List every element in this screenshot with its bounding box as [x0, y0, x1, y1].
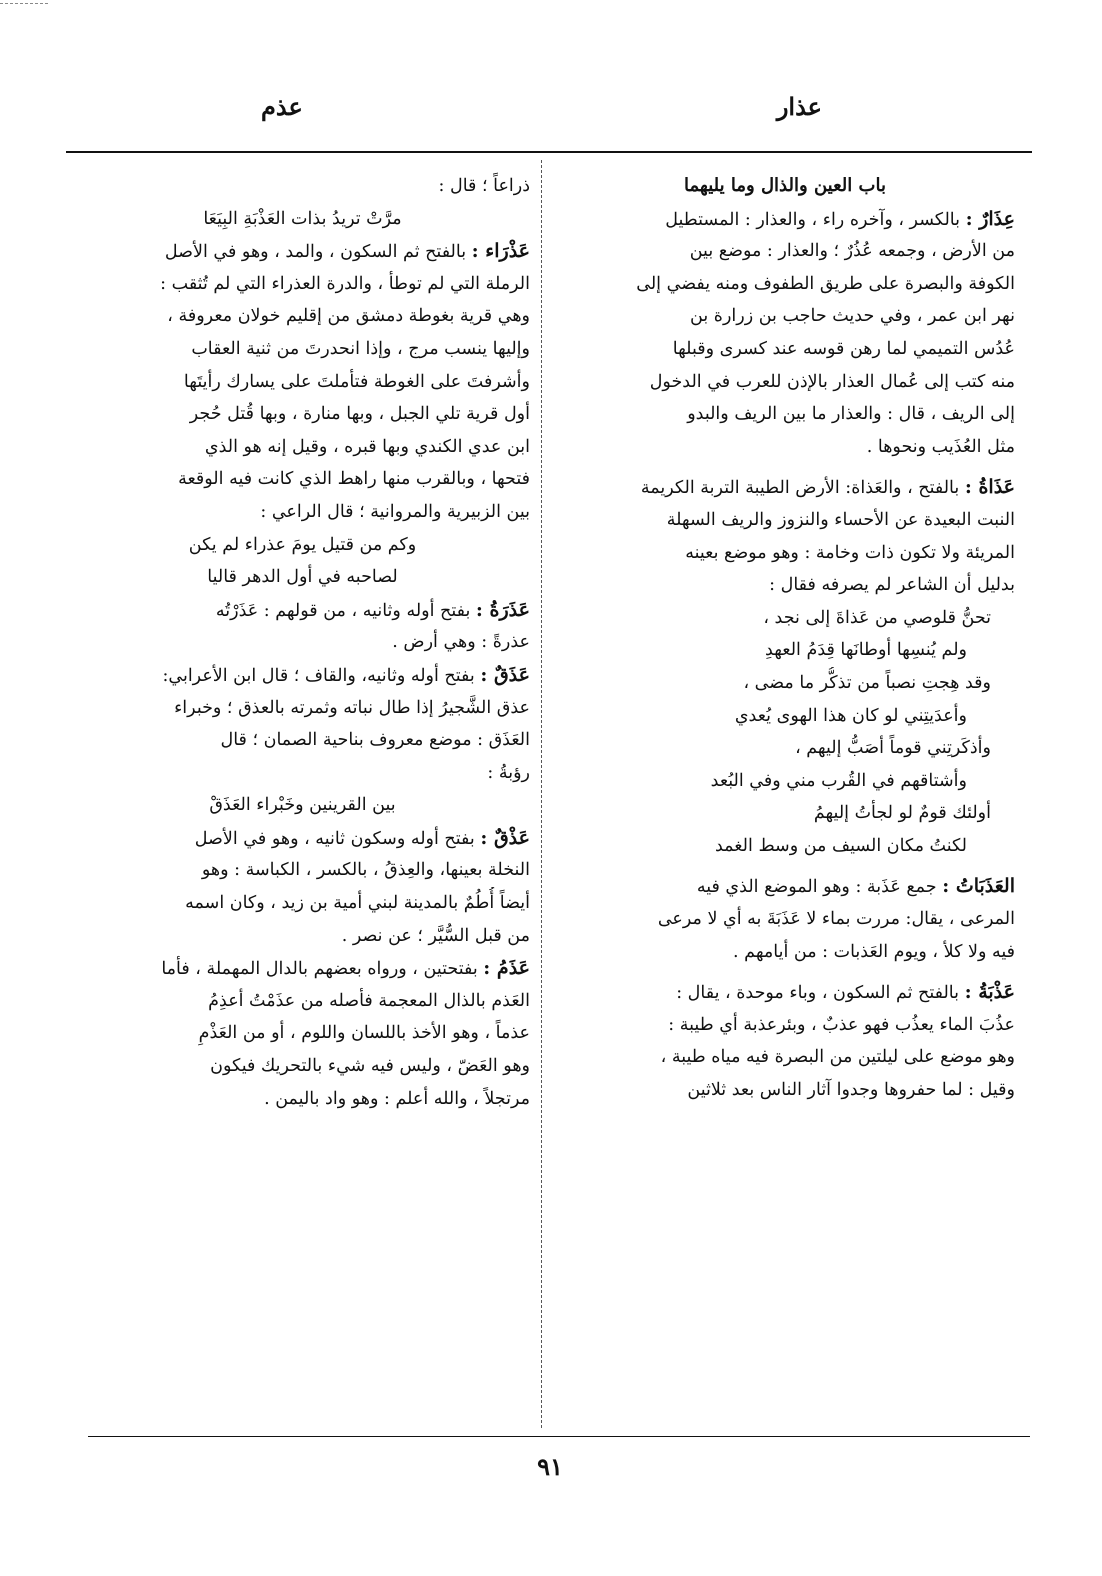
text-line	[555, 235, 1015, 268]
text-line	[555, 903, 1015, 936]
line-text: جمع عَذَبة : وهو الموضع الذي فيه	[696, 877, 937, 898]
right-column	[555, 170, 1015, 1107]
verse-line	[555, 732, 1015, 765]
text-line	[555, 537, 1015, 570]
line-text: وأذكَرتِني قوماً أصَبُّ إليهم ،	[795, 738, 991, 759]
verse-line	[75, 789, 530, 822]
text-line	[555, 1009, 1015, 1042]
text-line	[555, 431, 1015, 464]
page-number: ٩١	[537, 1452, 563, 1481]
line-text: بين القرينين وخَبْراء العَذَقْ	[209, 795, 396, 816]
line-text: فتحها ، وبالقرب منها راهط الذي كانت فيه الوقعة	[178, 469, 530, 490]
entry-first-line	[75, 235, 530, 268]
line-text: الكوفة والبصرة على طريق الطفوف ومنه يفضي إلى	[636, 273, 1015, 294]
line-text: بفتح أوله وسكون ثانيه ، وهو في الأصل	[194, 828, 475, 849]
text-line	[75, 887, 530, 920]
line-text: ابن عدي الكندي وبها قبره ، وقيل إنه هو الذي	[204, 436, 530, 457]
line-text: تحنُّ قلوصي من عَذاةَ إلى نجد ،	[763, 607, 991, 628]
line-text: ولم يُنسِها أوطانَها قِدَمُ العهدِ	[765, 640, 967, 661]
verse-line	[75, 561, 530, 594]
line-text: أول قرية تلي الجبل ، وبها منارة ، وبها قُتل حُجر	[189, 404, 530, 425]
verse-line	[555, 830, 1015, 863]
text-line	[75, 1017, 530, 1050]
line-text: أولئك قومٌ لو لجأتُ إليهمُ	[813, 803, 991, 824]
text-line	[555, 1041, 1015, 1074]
text-line	[75, 854, 530, 887]
line-text: بدليل أن الشاعر لم يصرفه فقال :	[769, 575, 1015, 596]
text-line	[75, 626, 530, 659]
entry-first-line	[75, 952, 530, 985]
line-text: من قبل السُّيَّر ؛ عن نصر .	[341, 925, 530, 946]
line-text: مثل العُذَيب ونحوها .	[866, 436, 1015, 457]
line-text: إلى الريف ، قال : والعذار ما بين الريف والبدو	[687, 404, 1015, 425]
line-text: عذُبَ الماء يعذُب فهو عذبٌ ، وبئرعذبة أي طيبة :	[668, 1014, 1015, 1035]
text-line	[555, 504, 1015, 537]
line-text: وهي قرية بغوطة دمشق من إقليم خولان معروفة ،	[167, 306, 530, 327]
text-line	[75, 300, 530, 333]
text-line	[555, 569, 1015, 602]
line-text: العَذَق : موضع معروف بناحية الصمان ؛ قال	[220, 730, 530, 751]
line-text: الرملة التي لم توطأ ، والدرة العذراء التي لم تُثقب :	[160, 273, 530, 294]
line-text: عذرةً : وهي أرض .	[392, 632, 530, 653]
line-text: فيه ولا كلأ ، ويوم العَذبات : من أيامهم .	[733, 941, 1015, 962]
verse-line	[75, 203, 530, 236]
text-line	[75, 463, 530, 496]
running-header	[66, 92, 1032, 132]
text-line	[555, 333, 1015, 366]
line-text: المريئة ولا تكون ذات وخامة : وهو موضع بعينه	[685, 542, 1015, 563]
headword: عَذْقٌ :	[480, 826, 530, 849]
text-line	[75, 692, 530, 725]
header-rule	[66, 151, 1032, 153]
verse-line	[555, 765, 1015, 798]
line-text: وقيل : لما حفروها وجدوا آثار الناس بعد ثلاثين	[687, 1080, 1015, 1101]
line-text: وهو العَضّ ، وليس فيه شيء بالتحريك فيكون	[210, 1056, 530, 1077]
text-line	[555, 366, 1015, 399]
line-text: وأشرفتَ على الغوطة فتأملتَ على يسارك رأيتَها	[183, 371, 530, 392]
text-line	[75, 1050, 530, 1083]
text-line	[75, 268, 530, 301]
text-line	[75, 496, 530, 529]
entry-first-line	[75, 594, 530, 627]
line-text: وكم من قتيل يومَ عذراء لم يكن	[188, 534, 417, 555]
line-text: وأعدَيتِني لو كان هذا الهوى يُعدي	[734, 705, 967, 726]
line-text: النخلة بعينها، والعِذقُ ، بالكسر ، الكباسة : وهو	[201, 860, 530, 881]
text-line	[75, 985, 530, 1018]
text-line	[75, 724, 530, 757]
line-text: بين الزبيرية والمروانية ؛ قال الراعي :	[260, 501, 530, 522]
headword: عَذَاةُ :	[964, 476, 1015, 499]
text-line	[75, 757, 530, 790]
line-text: بفتح أوله وثانيه ، من قولهم : عَذَرْتُه	[215, 600, 471, 621]
line-text: لكنتُ مكان السيف من وسط الغمد	[714, 835, 967, 856]
line-text: ذراعاً ؛ قال :	[438, 176, 530, 196]
text-line	[555, 398, 1015, 431]
entry-gap	[555, 968, 1015, 976]
header-right-word: عذار	[776, 92, 822, 121]
column-divider	[541, 160, 542, 1428]
entry-first-line	[555, 471, 1015, 504]
headword: عَذَقٌ :	[480, 663, 530, 686]
line-text: بالفتح ثم السكون ، وباء موحدة ، يقال :	[676, 983, 959, 1004]
entry-gap	[555, 862, 1015, 870]
line-text: وهو موضع على ليلتين من البصرة فيه مياه طيبة ،	[660, 1047, 1015, 1068]
text-line	[555, 1074, 1015, 1107]
verse-line	[555, 634, 1015, 667]
line-text: منه كتب إلى عُمال العذار بالإذن للعرب في الدخول	[649, 371, 1015, 392]
line-text: وأشتاقهم في القُرب مني وفي البُعد	[710, 770, 967, 791]
text-line	[75, 366, 530, 399]
verse-line	[75, 529, 530, 562]
line-text: بالفتح ثم السكون ، والمد ، وهو في الأصل	[164, 242, 467, 263]
line-text: النبت البعيدة عن الأحساء والنزوز والريف السهلة	[666, 509, 1015, 530]
text-line	[75, 398, 530, 431]
footer-rule	[88, 1436, 1030, 1437]
line-text: بفتح أوله وثانيه، والقاف ؛ قال ابن الأعرابي:	[162, 665, 475, 686]
line-text: المرعى ، يقال: مررت بماء لا عَذَبَةَ به أي لا مرعى	[657, 909, 1015, 930]
line-text: نهر ابن عمر ، وفي حديث حاجب بن زرارة بن	[690, 306, 1015, 327]
line-text: مرَّتْ تريدُ بذات العَذْبَةِ البِيَعَا	[203, 208, 402, 229]
text-line	[75, 333, 530, 366]
entry-first-line	[555, 203, 1015, 236]
line-text: رؤبةُ :	[487, 762, 530, 783]
line-text: أيضاً أُطُمٌ بالمدينة لبني أمية بن زيد ، وكان اسمه	[185, 893, 530, 914]
verse-line	[555, 700, 1015, 733]
verse-line	[555, 667, 1015, 700]
text-line	[75, 920, 530, 953]
line-text: عذماً ، وهو الأخذ باللسان واللوم ، أو من العَذْمِ	[198, 1023, 530, 1044]
headword: عِذَارٌ :	[965, 207, 1015, 230]
verse-line	[555, 797, 1015, 830]
line-text: العَذم بالذال المعجمة فأصله من عذَمْتُ أعذِمُ	[208, 990, 530, 1011]
entry-first-line	[555, 870, 1015, 903]
text-line	[555, 936, 1015, 969]
section-title: باب العين والذال وما يليهما	[684, 175, 886, 196]
headword: عَذَرَةُ :	[475, 598, 530, 621]
text-line	[555, 268, 1015, 301]
line-text: مرتجلاً ، والله أعلم : وهو واد باليمن .	[264, 1088, 530, 1109]
line-text: وإليها ينسب مرج ، وإذا انحدرتَ من ثنية العقاب	[191, 338, 530, 359]
headword: عَذْبَةُ :	[964, 981, 1015, 1004]
headword: عَذَمُ :	[483, 957, 530, 980]
line-text: وقد هِجتِ نصباً من تذكُّر ما مضى ،	[743, 672, 991, 693]
line-text: عُدُس التميمي لما رهن قوسه عند كسرى وقبلها	[672, 338, 1015, 359]
text-line	[555, 300, 1015, 333]
text-line	[75, 1083, 530, 1116]
headword: العَذَبَاتُ :	[942, 875, 1015, 898]
line-text: عذق الشَّجيرُ إذا طال نباته وثمرته بالعذق ؛ وخبراء	[174, 697, 530, 718]
line-text: لصاحبه في أول الدهر قاليا	[207, 567, 398, 588]
header-left-word: عذم	[261, 92, 303, 121]
entry-first-line	[75, 659, 530, 692]
verse-line	[555, 602, 1015, 635]
text-line	[75, 431, 530, 464]
line-text: بفتحتين ، ورواه بعضهم بالدال المهملة ، فأما	[161, 959, 478, 980]
entry-gap	[555, 463, 1015, 471]
left-column	[75, 170, 530, 1115]
headword: عَذْرَاء :	[471, 240, 530, 263]
scan-corner-mark	[0, 3, 48, 4]
line-text: من الأرض ، وجمعه عُذُرٌ ؛ والعذار : موضع بين	[689, 241, 1015, 262]
text-line	[75, 170, 530, 203]
entry-first-line	[555, 976, 1015, 1009]
line-text: بالفتح ، والعَذاة: الأرض الطيبة التربة الكريمة	[640, 478, 960, 499]
line-text: بالكسر ، وآخره راء ، والعذار : المستطيل	[665, 209, 961, 230]
entry-first-line	[75, 822, 530, 855]
